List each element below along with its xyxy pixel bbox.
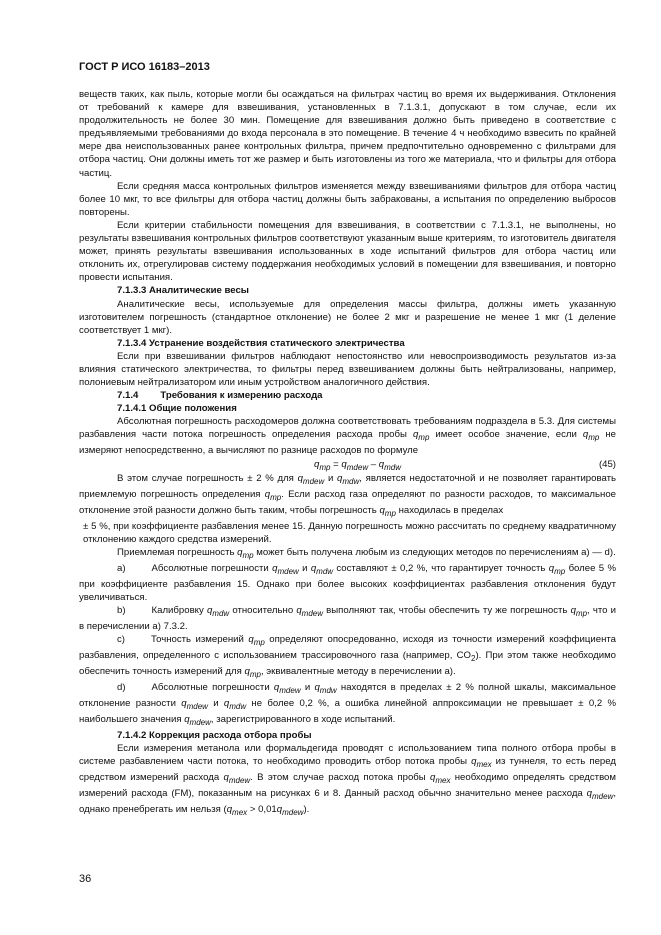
list-item-a: a) Абсолютные погрешности $q_{mdew}$ и $q_{mdw}$ составляют ± 0,2 %, что гарантирует точность $q_{mp}$ более 5 % при коэффициенте разбавления 15. Однако при более высоких коэффициентах разбавления отклонения будут увеличиваться. [79, 562, 616, 603]
paragraph: Если средняя масса контрольных фильтров изменяется между взвешиваниями фильтров для отбора частиц более 10 мкг, то все фильтры для отбора частиц должны быть забракованы, а испытания по определению выбросов повторены. [79, 180, 616, 218]
paragraph: Если измерения метанола или формальдегида проводят с использованием типа полного отбора пробы в системе разбавлением части потока, то необходимо проводить отбор потока пробы $q_{mex}$ из туннеля, то есть перед средством измерений расхода $q_{mdew}$. В этом случае расход потока пробы $q_{mex}$ необходимо определять средством измерений расхода (FM), показанным на рисунках 6 и 8. Данный расход обычно значительно менее расхода $q_{mdew}$, однако пренебрегать им нельзя $(q_{mex} > 0,01q_{mdew})$. [79, 743, 616, 818]
formula-expression: $q_{mp} = q_{mdew} - q_{mdw}$ [314, 458, 401, 472]
paragraph: ± 5 %, при коэффициенте разбавления менее 15. Данную погрешность можно рассчитать по среднему квадратичному отклонению каждого средства измерений. [83, 520, 616, 545]
paragraph: Если критерии стабильности помещения для взвешивания, в соответствии с 7.1.3.1, не выполнены, но результаты взвешивания контрольных фильтров соответствуют указанным выше критериям, то изготовитель двигателя может, принять результаты взвешивания использованных в ходе испытаний фильтров для отбора частиц или отклонить их, отрегулировав систему поддержания необходимых условий в помещении для взвешивания, и повторно провести испытания. [79, 219, 616, 284]
paragraph: Абсолютная погрешность расходомеров должна соответствовать требованиям подраздела в 5.3. Для системы разбавления части потока погрешность определения расхода пробы $q_{mp}$ имеет особое значение, если $q_{mp}$ не измеряют непосредственно, а вычисляют по разнице расходов по формуле [79, 416, 616, 457]
paragraph: веществ таких, как пыль, которые могли бы осаждаться на фильтрах частиц во время их выдерживания. Отклонения от требований к камере для взвешивания, установленных в 7.1.3.1, допускают в том случае, если их продолжительность не более 30 мин. Помещение для взвешивания должно быть приведено в соответствие с предъявляемыми требованиями до входа персонала в это помещение. В течение 4 ч необходимо взвесить по крайней мере два неиспользованных ранее контрольных фильтра, причем предпочтительно одновременно с фильтрами для отбора частиц. Они должны иметь тот же размер и быть изготовлены из того же материала, что и фильтры для отбора частиц. [79, 89, 616, 179]
section-title: Требования к измерению расхода [160, 390, 323, 402]
formula-number: (45) [598, 458, 616, 470]
paragraph: Аналитические весы, используемые для определения массы фильтра, должны иметь указанную изготовителем погрешность (стандартное отклонение) не более 2 мкг и разрешение не менее 1 мкг (1 деление соответствует 1 мкг). [79, 298, 616, 336]
paragraph: Если при взвешивании фильтров наблюдают непостоянство или невоспроизводимость результатов из-за влияния статического электричества, то фильтры перед взвешиванием должны быть нейтрализованы, например, полониевым нейтрализатором или иным устройством аналогичного действия. [79, 350, 616, 389]
section-heading-7-1-4 [79, 389, 616, 402]
list-item-d: d) Абсолютные погрешности $q_{mdew}$ и $q_{mdw}$ находятся в пределах ± 2 % полной шкалы, максимальное отклонение разности $q_{mdew}$ и $q_{mdw}$ не более 0,2 %, а ошибка линейной аппроксимации не превышает ± 0,2 % наибольшего значения $q_{mdew}$, зарегистрированного в ходе испытаний. [79, 682, 616, 727]
document-header-title: ГОСТ Р ИСО 16183–2013 [79, 61, 210, 73]
document-body [79, 88, 616, 819]
section-heading-7-1-3-3: 7.1.3.3 Аналитические весы [117, 285, 249, 297]
document-page [79, 60, 616, 819]
symbol-q-mp: $q_{mp}$ [412, 429, 430, 443]
paragraph: В этом случае погрешность ± 2 % для $q_{mdew}$ и $q_{mdw}$, является недостаточной и не позволяет гарантировать приемлемую погрешность определения $q_{mp}$. Если расход газа определяют по разности расходов, то максимальное отклонение этой разности должно быть таким, чтобы погрешность $q_{mp}$ находилась в пределах [79, 472, 616, 518]
list-item-b: b) Калибровку $q_{mdw}$ относительно $q_{mdew}$ выполняют так, чтобы обеспечить ту же погрешность $q_{mp}$, что и в перечислении а) 7.3.2. [79, 604, 616, 632]
section-number: 7.1.4 [117, 390, 139, 402]
list-item-c: c) Точность измерений $q_{mp}$ определяют опосредованно, исходя из точности измерений коэффициента разбавления, определенного с использованием трассировочного газа (например, $CO_2$). При этом также необходимо обеспечить точность измерений для $q_{mp}$, эквивалентные методу в перечислении а). [79, 634, 616, 679]
section-heading-7-1-3-4: 7.1.3.4 Устранение воздействия статического электричества [117, 337, 405, 349]
section-heading-7-1-4-2: 7.1.4.2 Коррекция расхода отбора пробы [117, 730, 312, 741]
paragraph: Приемлемая погрешность $q_{mp}$ может быть получена любым из следующих методов по перечислениям а) — d). [117, 546, 616, 560]
page-number: 36 [79, 873, 92, 885]
formula-45 [79, 458, 616, 472]
symbol-q-mp: $q_{mp}$ [582, 429, 600, 443]
section-heading-7-1-4-1: 7.1.4.1 Общие положения [117, 403, 237, 415]
